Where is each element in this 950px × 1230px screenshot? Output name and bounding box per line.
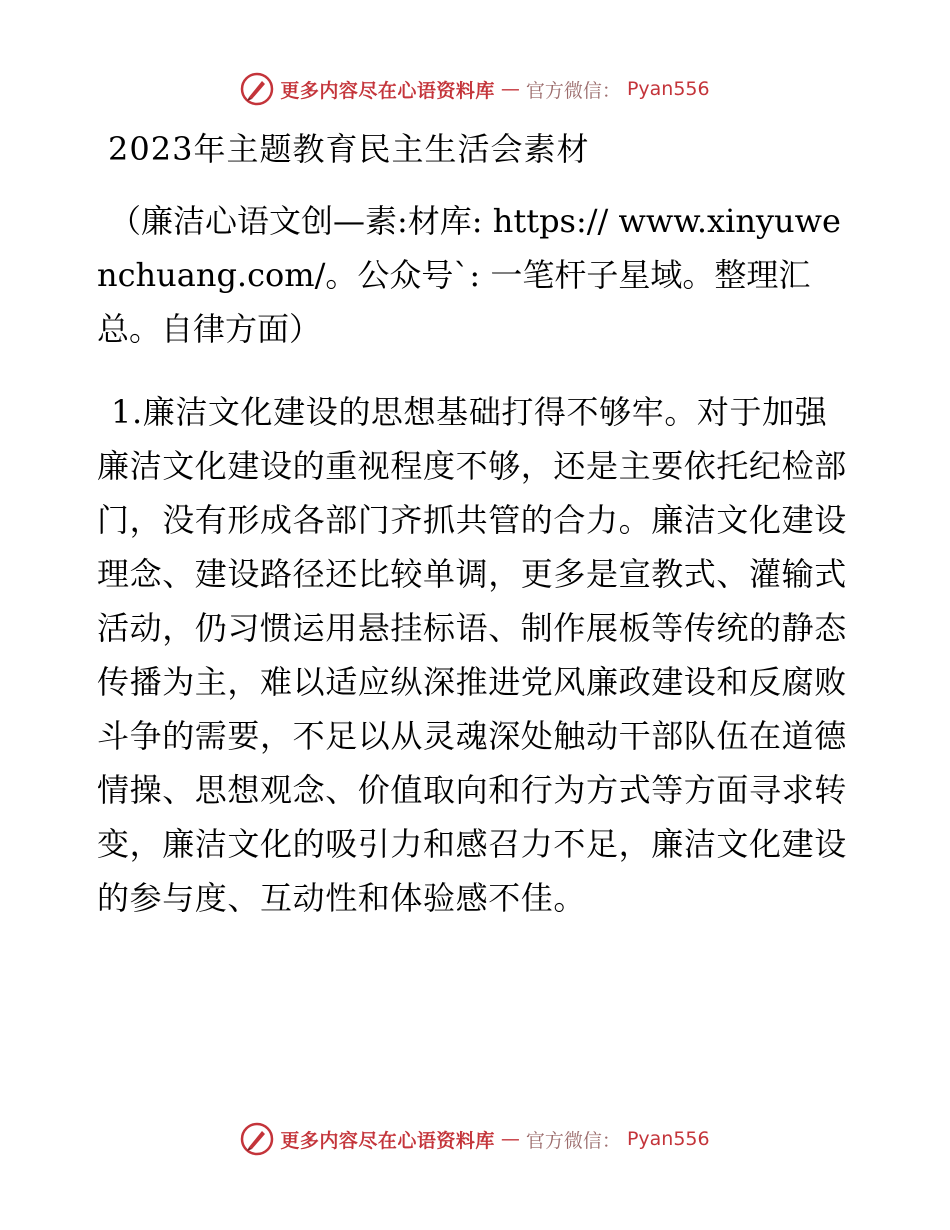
watermark-separator: — <box>500 78 520 100</box>
watermark-wechat-label: 官方微信： <box>525 79 621 102</box>
quill-pen-logo-icon <box>240 72 274 106</box>
watermark-separator: — <box>500 1128 520 1150</box>
header-watermark <box>0 72 950 106</box>
watermark-wechat-label: 官方微信： <box>525 1129 621 1152</box>
footer-watermark <box>0 1122 950 1156</box>
watermark-site-text: 更多内容尽在心语资料库 <box>280 79 495 102</box>
watermark-wechat-id: Pyan556 <box>626 1128 710 1150</box>
document-title: 2023年主题教育民主生活会素材 <box>108 130 590 168</box>
quill-pen-logo-icon <box>240 1122 274 1156</box>
watermark-wechat-id: Pyan556 <box>626 78 710 100</box>
source-note: （廉洁心语文创—素:材库: https:// www.xinyuwenchuang.com/。公众号`: 一笔杆子星域。整理汇总。自律方面） <box>97 202 841 348</box>
watermark-site-text: 更多内容尽在心语资料库 <box>280 1129 495 1152</box>
body-paragraph-1: 1.廉洁文化建设的思想基础打得不够牢。对于加强廉洁文化建设的重视程度不够，还是主要依托纪检部门，没有形成各部门齐抓共管的合力。廉洁文化建设理念、建设路径还比较单调，更多是宣教式、灌输式活动，仍习惯运用悬挂标语、制作展板等传统的静态传播为主，难以适应纵深推进党风廉政建设和反腐败斗争的需要，不足以从灵魂深处触动干部队伍在道德情操、思想观念、价值取向和行为方式等方面寻求转变，廉洁文化的吸引力和感召力不足，廉洁文化建设的参与度、互动性和体验感不佳。 <box>97 393 847 917</box>
